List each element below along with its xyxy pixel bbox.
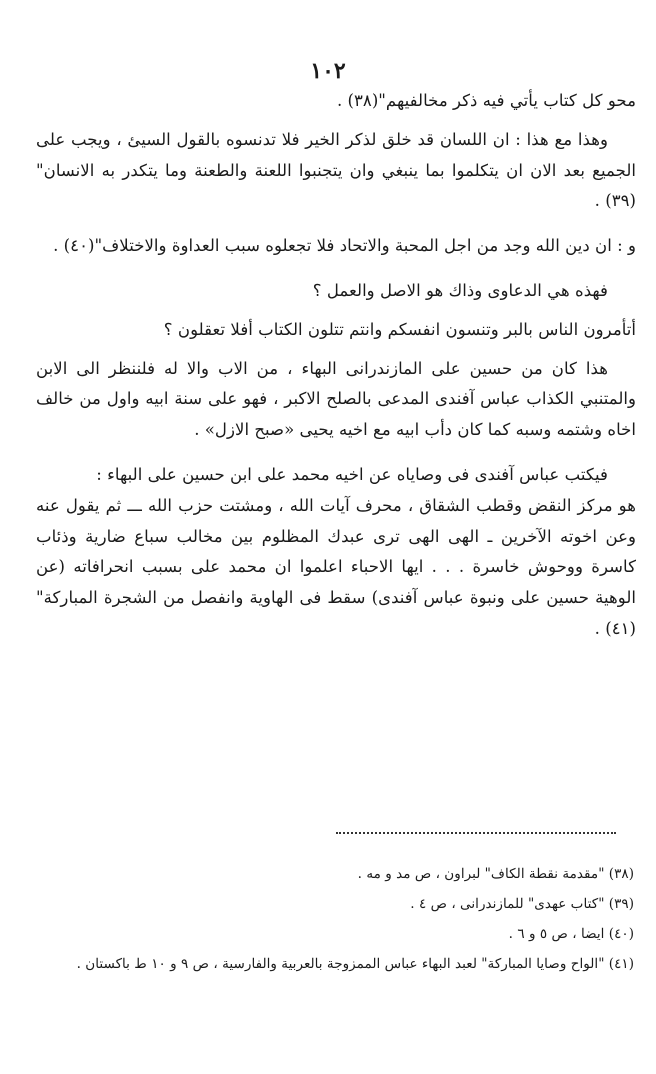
paragraph-4: فهذه هي الدعاوى وذاك هو الاصل والعمل ؟ xyxy=(312,280,608,300)
paragraph-7: فيكتب عباس آفندى فى وصاياه عن اخيه محمد على ابن حسين على البهاء : xyxy=(96,464,608,484)
main-text xyxy=(36,86,636,645)
footnotes xyxy=(36,862,634,976)
page-number: ١٠٢ xyxy=(310,58,346,84)
footnote-38: (٣٨) "مقدمة نقطة الكاف" لبراون ، ص مد و مه . xyxy=(357,866,634,882)
paragraph-5: أتأمرون الناس بالبر وتنسون انفسكم وانتم تتلون الكتاب أفلا تعقلون ؟ xyxy=(163,319,636,339)
footnote-40: (٤٠) ايضا ، ص ٥ و ٦ . xyxy=(508,926,634,942)
footnote-39: (٣٩) "كتاب عهدى" للمازندرانى ، ص ٤ . xyxy=(410,896,634,912)
paragraph-2: وهذا مع هذا : ان اللسان قد خلق لذكر الخير فلا تدنسوه بالقول السيئ ، ويجب على الجميع بعد الان ان يتكلموا بما ينبغي وان يتجنبوا اللعنة والطعنة وما يتكدر به الانسان"(٣٩) . xyxy=(36,129,636,211)
footnote-41: (٤١) "الواح وصايا المباركة" لعبد البهاء عباس الممزوجة بالعربية والفارسية ، ص ٩ و ١٠ ط باكستان . xyxy=(76,956,634,972)
quote-paragraph: هو مركز النقض وقطب الشقاق ، محرف آيات الله ، ومشتت حزب الله ـــ ثم يقول عنه وعن اخوته الآخرين ـ الهى الهى ترى عبدك المظلوم بين مخالب سباع ضارية وذئاب كاسرة ووحوش خاسرة . . . ايها الاحباء اعلموا ان محمد على بسبب انحرافاته (عن الوهية حسين على ونبوة عباس آفندى) سقط فى الهاوية وانفصل من الشجرة المباركة"(٤١) . xyxy=(36,495,636,638)
paragraph-3: و : ان دين الله وجد من اجل المحبة والاتحاد فلا تجعلوه سبب العداوة والاختلاف"(٤٠) . xyxy=(53,236,636,256)
footnote-separator xyxy=(336,832,616,834)
paragraph-6: هذا كان من حسين على المازندرانى البهاء ، من الاب والا له فلننظر الى الابن والمتنبي الكذاب عباس آفندى المدعى بالصلح الاكبر ، فهو على سنة ابيه واول من خالف اخاه وشتمه وسبه كما كان دأب ابيه مع اخيه يحيى «صبح الازل» . xyxy=(36,358,636,440)
paragraph-1: محو كل كتاب يأتي فيه ذكر مخالفيهم"(٣٨) . xyxy=(336,91,636,110)
